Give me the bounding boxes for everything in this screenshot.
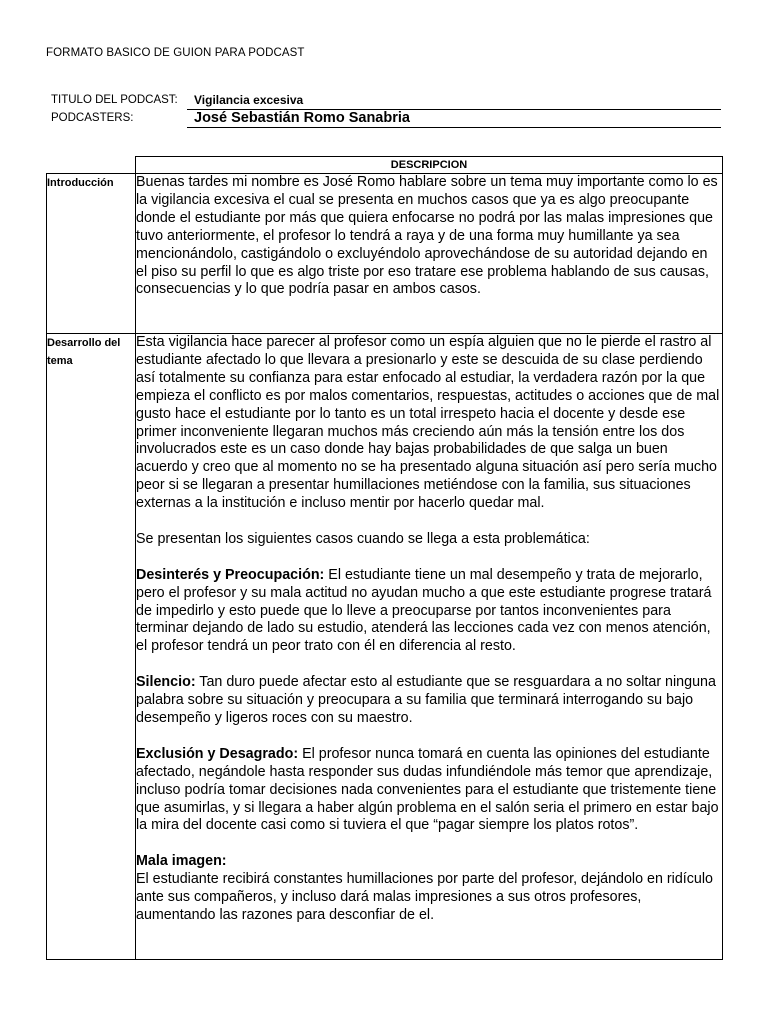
case-text: El profesor nunca tomará en cuenta las opiniones del estudiante afectado, negándole hasta responder sus dudas infundiéndole más temor que aprendizaje, incluso podría tomar decisiones nada convenientes para el estudiante que tristemente tiene que asumirlas, y si llegara a haber algún problema en el salón seria el primero en estar bajo la mira del docente casi como si tuviera el que “pagar siempre los platos rotos”. xyxy=(136,745,719,834)
intro-text: Buenas tardes mi nombre es José Romo hablare sobre un tema muy importante como lo es la vigilancia excesiva el cual se presenta en muchos casos que ya es algo preocupante donde el estudiante por más que quiera enfocarse no podrá por las malas impresiones que tuvo anteriormente, el profesor lo tendrá a raya y de una forma muy humillante ya sea mencionándolo, castigándolo o excluyéndolo aprovechándose de su autoridad dejando en el piso su perfil lo que es algo triste por eso tratare ese problema hablando de sus causas, consecuencias y lo que podría pasar en ambos casos. xyxy=(136,174,718,298)
case-desinteres xyxy=(136,567,722,657)
intro-label: Introducción xyxy=(47,174,136,334)
case-title: Mala imagen: xyxy=(136,853,227,870)
podcasters-underline xyxy=(187,127,721,128)
podcasters-value: José Sebastián Romo Sanabria xyxy=(194,110,410,126)
development-row xyxy=(47,334,723,960)
case-mala-imagen xyxy=(136,853,722,925)
case-text: El estudiante recibirá constantes humillaciones por parte del profesor, dejándolo en ridículo ante sus compañeros, y incluso dará malas impresiones a sus otros profesores, aumentando las razones para desconfiar de el. xyxy=(136,871,713,923)
case-title: Exclusión y Desagrado: xyxy=(136,745,299,762)
description-column-header: DESCRIPCION xyxy=(136,157,723,174)
intro-text-cell xyxy=(136,174,723,334)
case-text: El estudiante tiene un mal desempeño y trata de mejorarlo, pero el profesor y su mala actitud no ayudan mucho a que este estudiante progrese tratará de impedirlo y esto puede que lo lleve a preocuparse por tantos inconvenientes para terminar dejando de lado su estudio, atenderá las lecciones cada vez con menos atención, el profesor tendrá un peor trato con él en diferencia al resto. xyxy=(136,566,712,655)
development-paragraph-1: Esta vigilancia hace parecer al profesor como un espía alguien que no le pierde el rastro al estudiante afectado lo que llevara a presionarlo y este se descuida de su clase perdiendo así totalmente su confianza para estar enfocado al estudiar, la verdadera razón por la que empieza el conflicto es por malos comentarios, respuestas, actitudes o acciones que de mal gusto hace el estudiante por lo tanto es un total irrespeto hacia el docente y desde ese primer inconveniente llegaran muchos más creciendo aún más la tensión entre los dos involucrados este es un caso donde hay bajas probabilidades de que salga un buen acuerdo y creo que al momento no se ha presentado alguna situación así pero sería mucho peor si se llegaran a presentar humillaciones metiéndose con la familia, sus situaciones externas a la institución e incluso mentir por hacerlo quedar mal. xyxy=(136,334,720,512)
development-text-cell xyxy=(136,334,723,960)
case-silencio xyxy=(136,674,722,728)
title-label: TITULO DEL PODCAST: xyxy=(51,94,178,106)
intro-row xyxy=(47,174,723,334)
development-paragraph-2: Se presentan los siguientes casos cuando se llega a esta problemática: xyxy=(136,530,590,547)
case-title: Silencio: xyxy=(136,674,196,691)
case-exclusion xyxy=(136,746,722,836)
script-table xyxy=(46,156,723,960)
blank-corner-cell xyxy=(47,157,136,174)
case-title: Desinterés y Preocupación: xyxy=(136,566,325,583)
title-value: Vigilancia excesiva xyxy=(194,93,304,107)
podcasters-label: PODCASTERS: xyxy=(51,112,134,124)
development-label: Desarrollo del tema xyxy=(47,334,136,960)
document-header: FORMATO BASICO DE GUION PARA PODCAST xyxy=(46,47,305,59)
case-text: Tan duro puede afectar esto al estudiante que se resguardara a no soltar ninguna palabra sobre su situación y preocupara a su familia que terminará interrogando su bajo desempeño y ligeros roces con su maestro. xyxy=(136,674,716,726)
table-header-row xyxy=(47,157,723,174)
